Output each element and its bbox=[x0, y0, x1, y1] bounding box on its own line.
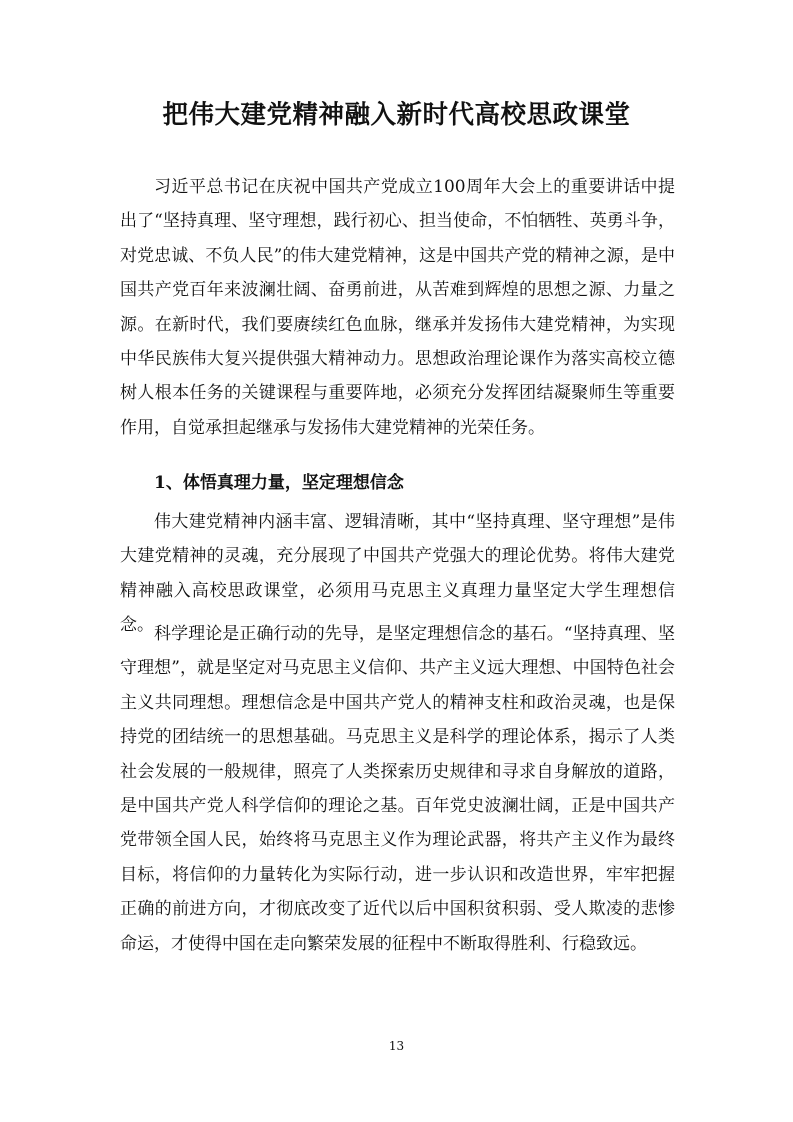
document-title: 把伟大建党精神融入新时代高校思政课堂 bbox=[162, 100, 631, 130]
page-number: 13 bbox=[388, 1039, 405, 1053]
body-paragraph: 科学理论是正确行动的先导，是坚定理想信念的基石。“坚持真理、坚守理想”，就是坚定对马克思主义信仰、共产主义远大理想、中国特色社会主义共同理想。理想信念是中国共产党人的精神支柱和政治灵魂，也是保持党的团结统一的思想基础。马克思主义是科学的理论体系，揭示了人类社会发展的一般规律，照亮了人类探索历史规律和寻求自身解放的道路，是中国共产党人科学信仰的理论之基。百年党史波澜壮阔，正是中国共产党带领全国人民，始终将马克思主义作为理论武器，将共产主义作为最终目标，将信仰的力量转化为实际行动，进一步认识和改造世界，牢牢把握正确的前进方向，才彻底改变了近代以后中国积贫积弱、受人欺凌的悲惨命运，才使得中国在走向繁荣发展的征程中不断取得胜利、行稳致远。 bbox=[120, 624, 675, 954]
section-heading: 1、体悟真理力量，坚定理想信念 bbox=[154, 473, 404, 493]
intro-paragraph: 习近平总书记在庆祝中国共产党成立100周年大会上的重要讲话中提出了“坚持真理、坚守理想，践行初心、担当使命，不怕牺牲、英勇斗争，对党忠诚、不负人民”的伟大建党精神，这是中国共产党的精神之源，是中国共产党百年来波澜壮阔、奋勇前进，从苦难到辉煌的思想之源、力量之源。在新时代，我们要赓续红色血脉，继承并发扬伟大建党精神，为实现中华民族伟大复兴提供强大精神动力。思想政治理论课作为落实高校立德树人根本任务的关键课程与重要阵地，必须充分发挥团结凝聚师生等重要作用，自觉承担起继承与发扬伟大建党精神的光荣任务。 bbox=[120, 177, 675, 438]
body-paragraph: 伟大建党精神内涵丰富、逻辑清晰，其中“坚持真理、坚守理想”是伟大建党精神的灵魂，充分展现了中国共产党强大的理论优势。将伟大建党精神融入高校思政课堂，必须用马克思主义真理力量坚定大学生理想信念。 bbox=[120, 512, 675, 636]
